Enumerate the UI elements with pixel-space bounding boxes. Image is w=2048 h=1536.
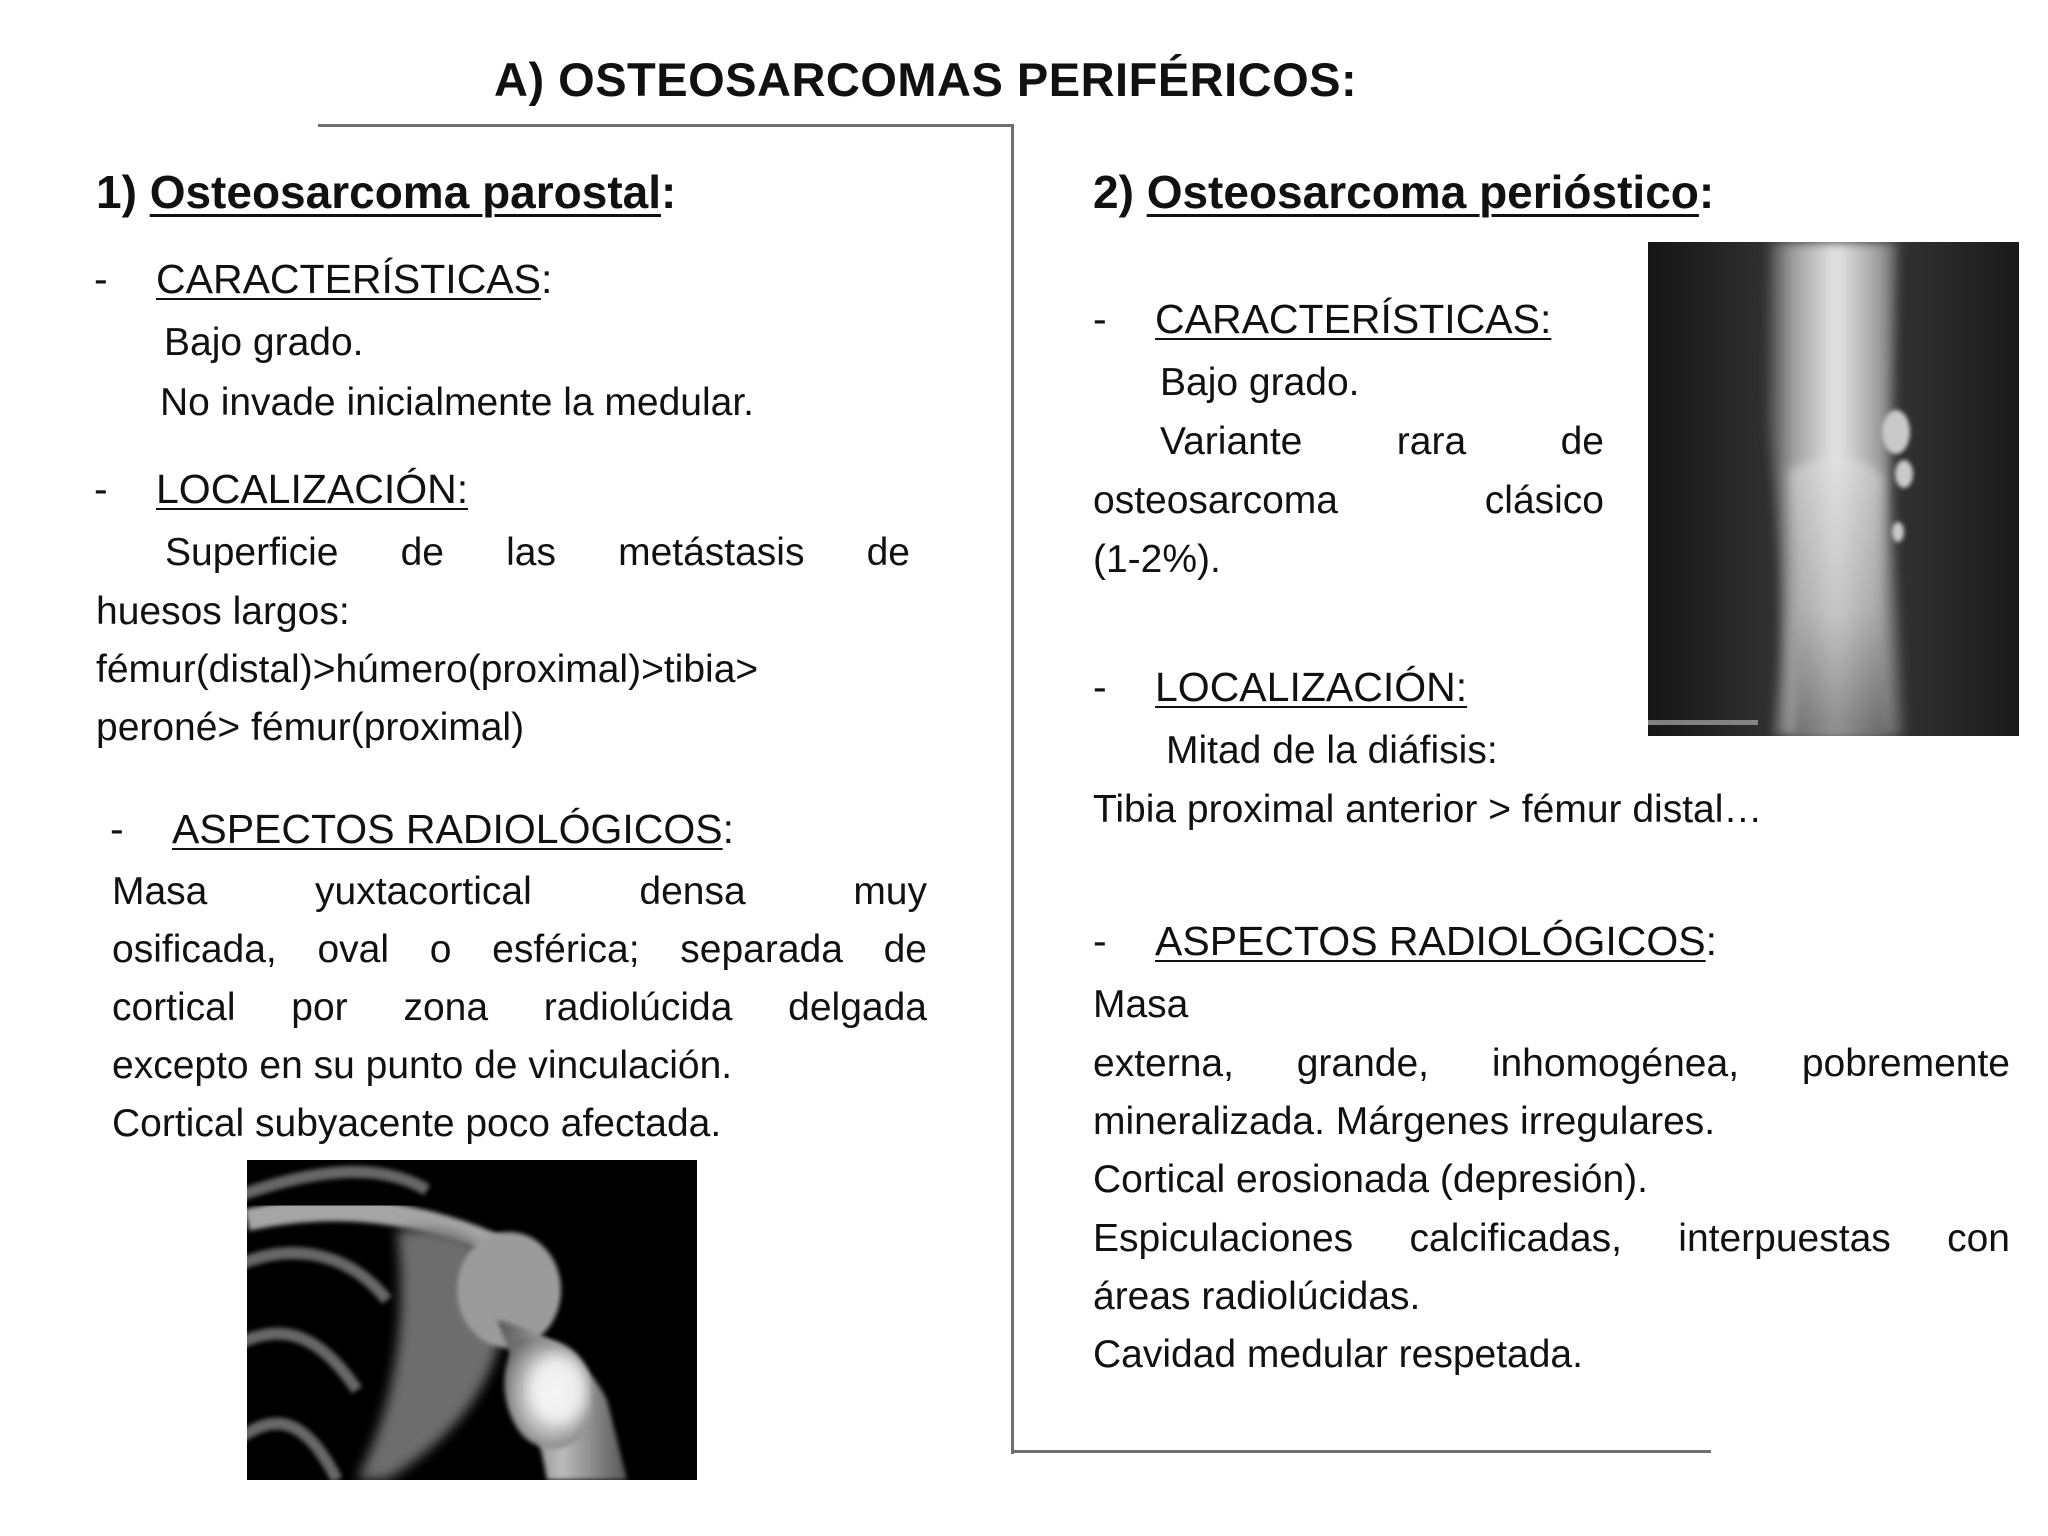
right-radiologicos-line-6: áreas radiolúcidas. <box>1093 1275 1421 1318</box>
section-label: LOCALIZACIÓN: <box>1155 664 1468 710</box>
right-caracteristicas-line-3: osteosarcoma clásico <box>1093 479 1604 522</box>
right-radiologicos-line-7: Cavidad medular respetada. <box>1093 1333 1583 1376</box>
long-bone-xray-image <box>1648 242 2019 736</box>
left-radiologicos-line-5: Cortical subyacente poco afectada. <box>112 1102 722 1145</box>
left-localizacion-line-4: peroné> fémur(proximal) <box>96 706 525 749</box>
left-caracteristicas-label <box>94 256 552 303</box>
right-localizacion-label <box>1093 664 1467 711</box>
right-heading <box>1093 165 1714 219</box>
right-heading-colon: : <box>1698 166 1715 218</box>
right-heading-number: 2) <box>1093 166 1134 218</box>
shoulder-xray-graphic <box>247 1160 697 1480</box>
right-radiologicos-line-1: Masa <box>1093 983 1189 1026</box>
left-radiologicos-label <box>110 806 734 853</box>
shoulder-xray-image <box>247 1160 697 1480</box>
long-bone-xray-graphic <box>1648 242 2019 736</box>
bullet-dash: - <box>110 806 124 852</box>
section-colon: : <box>1705 918 1718 964</box>
left-localizacion-line-1: Superficie de las metástasis de <box>165 531 910 574</box>
right-caracteristicas-line-1: Bajo grado. <box>1160 361 1360 404</box>
section-label: LOCALIZACIÓN: <box>156 466 469 512</box>
section-label: CARACTERÍSTICAS <box>156 256 541 302</box>
section-label: ASPECTOS RADIOLÓGICOS <box>1155 918 1706 964</box>
right-caracteristicas-label <box>1093 296 1551 343</box>
left-caracteristicas-line-1: Bajo grado. <box>164 321 364 364</box>
bullet-dash: - <box>1093 664 1107 710</box>
left-heading-name: Osteosarcoma parostal <box>149 166 662 218</box>
left-radiologicos-line-3: cortical por zona radiolúcida delgada <box>112 986 927 1029</box>
left-heading-number: 1) <box>96 166 137 218</box>
top-divider <box>318 124 1014 127</box>
right-radiologicos-label <box>1093 918 1717 965</box>
bullet-dash: - <box>1093 918 1107 964</box>
left-radiologicos-line-1: Masa yuxtacortical densa muy <box>112 870 927 913</box>
right-localizacion-line-2: Tibia proximal anterior > fémur distal… <box>1093 788 1763 831</box>
right-radiologicos-line-5: Espiculaciones calcificadas, interpuestas con <box>1093 1217 2010 1260</box>
right-localizacion-line-1: Mitad de la diáfisis: <box>1166 729 1498 772</box>
section-label: CARACTERÍSTICAS: <box>1155 296 1552 342</box>
right-caracteristicas-line-4: (1-2%). <box>1093 538 1221 581</box>
section-label: ASPECTOS RADIOLÓGICOS <box>172 806 723 852</box>
bullet-dash: - <box>94 256 108 302</box>
center-divider <box>1011 124 1014 1454</box>
page-title: A) OSTEOSARCOMAS PERIFÉRICOS: <box>494 53 1358 106</box>
left-localizacion-line-2: huesos largos: <box>96 590 350 633</box>
bullet-dash: - <box>94 466 108 512</box>
left-radiologicos-line-2: osificada, oval o esférica; separada de <box>112 928 927 971</box>
left-heading-colon: : <box>661 166 677 218</box>
section-colon: : <box>722 806 735 852</box>
bottom-divider <box>1011 1450 1711 1453</box>
left-localizacion-label <box>94 466 468 513</box>
left-radiologicos-line-4: excepto en su punto de vinculación. <box>112 1044 733 1087</box>
right-radiologicos-line-3: mineralizada. Márgenes irregulares. <box>1093 1100 1716 1143</box>
section-colon: : <box>541 256 553 302</box>
right-caracteristicas-line-2: Variante rara de <box>1160 420 1604 463</box>
right-radiologicos-line-4: Cortical erosionada (depresión). <box>1093 1158 1648 1201</box>
left-localizacion-line-3: fémur(distal)>húmero(proximal)>tibia> <box>96 648 759 691</box>
right-radiologicos-line-2: externa, grande, inhomogénea, pobremente <box>1093 1042 2010 1085</box>
left-heading <box>96 165 676 219</box>
right-heading-name: Osteosarcoma perióstico <box>1146 166 1699 218</box>
left-caracteristicas-line-2: No invade inicialmente la medular. <box>160 381 754 424</box>
bullet-dash: - <box>1093 296 1107 342</box>
